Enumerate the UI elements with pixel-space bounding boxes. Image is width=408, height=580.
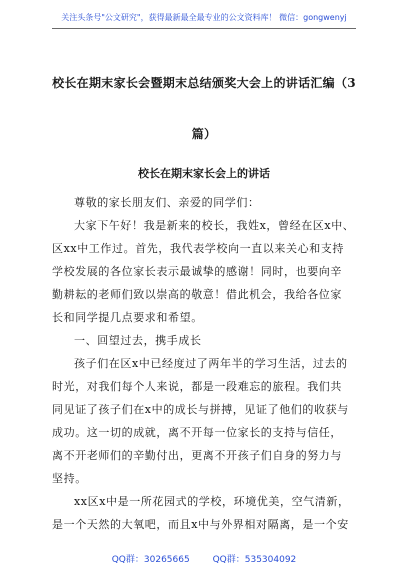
body-text-line: 是一个天然的大氧吧，而且x中与外界相对隔离，是一个安 (52, 518, 349, 531)
body-text-line: 成功。这一切的成就，离不开每一位家长的支持与信任， (52, 426, 342, 439)
body-text-line: xx区x中是一所花园式的学校，环境优美，空气清新， (74, 495, 350, 508)
body-text-line: 离不开老师们的辛勤付出，更离不开孩子们自身的努力与 (52, 449, 342, 462)
footer-qq-group-2: QQ群：535304092 (212, 555, 297, 565)
body-text-line: 坚持。 (52, 472, 87, 485)
body-text-line: 勤耕耘的老师们致以崇高的敬意！借此机会，我给各位家 (52, 288, 342, 301)
salutation-line: 尊敬的家长朋友们、亲爱的同学们： (74, 196, 260, 209)
section-heading: 一、回望过去，携手成长 (74, 334, 202, 347)
document-title-line-1: 校长在期末家长会暨期末总结颁奖大会上的讲话汇编（3 (52, 76, 356, 90)
body-text-line: 孩子们在区x中已经度过了两年半的学习生活，过去的 (74, 357, 348, 370)
header-divider (52, 28, 356, 29)
document-title-line-2: 篇） (191, 127, 217, 141)
body-text-line: 大家下午好！我是新来的校长，我姓x，曾经在区x中、 (74, 219, 355, 232)
footer-contact (0, 552, 408, 565)
body-text-line: 同见证了孩子们在x中的成长与拼搏，见证了他们的收获与 (52, 403, 349, 416)
header-note: 关注头条号"公文研究"，获得最新最全最专业的公文资料库！ 微信：gongwenyj (61, 13, 347, 22)
speech-subtitle: 校长在期末家长会上的讲话 (138, 167, 270, 180)
body-text-line: 区xx中工作过。首先，我代表学校向一直以来关心和支持 (52, 242, 345, 255)
body-text-line: 学校发展的各位家长表示最诚挚的感谢！同时，也要向辛 (52, 265, 342, 278)
body-text-line: 长和同学提几点要求和希望。 (52, 311, 203, 324)
footer-qq-group-1: QQ群：30265665 (111, 555, 190, 565)
body-text-line: 时光，对我们每个人来说，都是一段难忘的旅程。我们共 (52, 380, 342, 393)
